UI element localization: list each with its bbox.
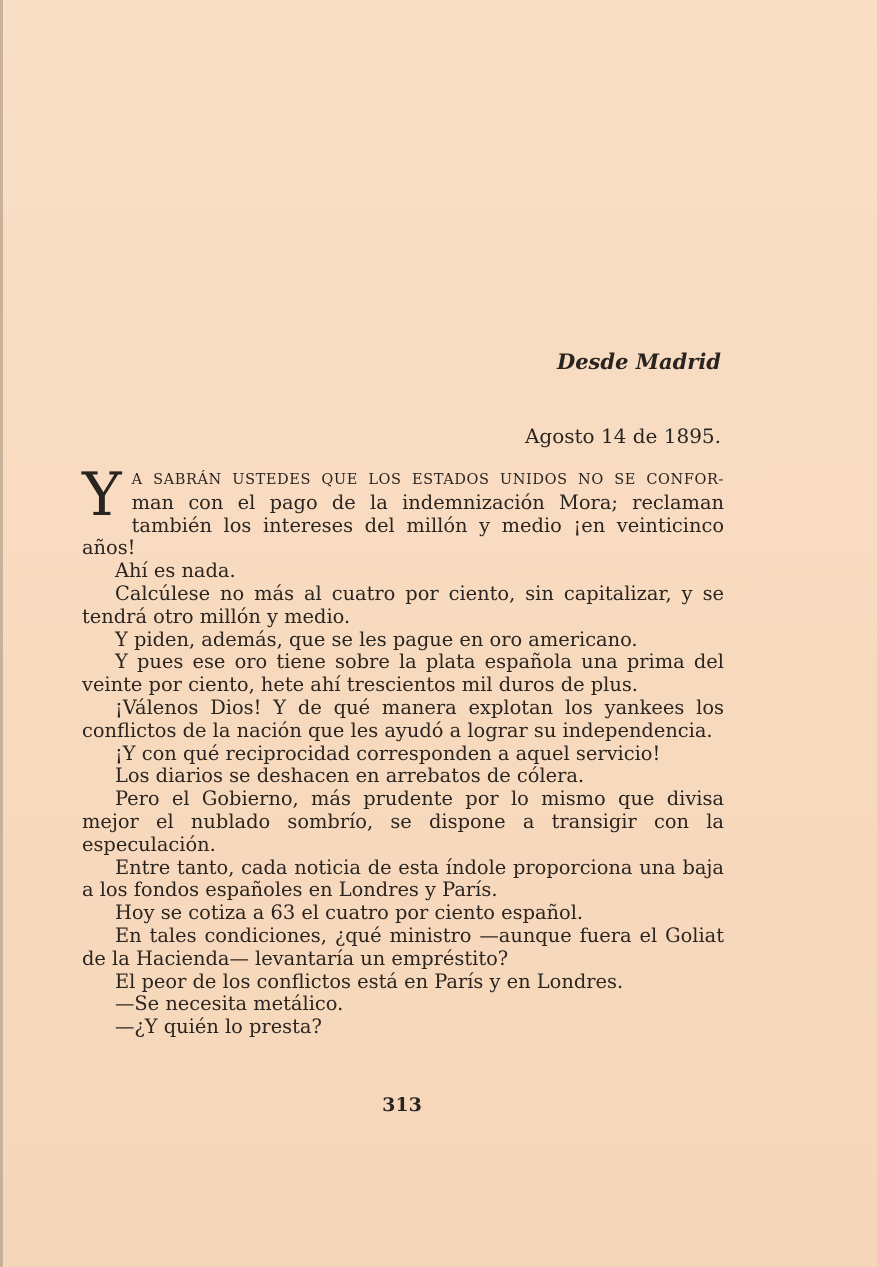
dateline: Agosto 14 de 1895. xyxy=(524,424,721,448)
paragraph: Entre tanto, cada noticia de esta índole proporciona una baja a los fondos españoles en Londres y París. xyxy=(82,855,724,902)
small-caps-lead: A SABRÁN USTEDES QUE LOS ESTADOS UNIDOS NO SE CONFOR- xyxy=(131,472,724,488)
paragraph: Y pues ese oro tiene sobre la plata española una prima del veinte por ciento, hete ahí trescientos mil duros de plus. xyxy=(82,650,724,697)
chapter-heading: Desde Madrid xyxy=(556,349,721,374)
paragraph: Calcúlese no más al cuatro por ciento, sin capitalizar, y se tendrá otro millón y medio. xyxy=(82,581,724,628)
paragraph: —¿Y quién lo presta? xyxy=(115,1015,322,1039)
first-paragraph xyxy=(82,460,724,560)
first-paragraph-rest: man con el pago de la indemnización Mora; reclaman también los intereses del millón y medio ¡en veinticinco años! xyxy=(82,490,724,560)
drop-cap: Y xyxy=(82,460,122,530)
paragraph: Hoy se cotiza a 63 el cuatro por ciento español. xyxy=(115,901,584,925)
paragraph: Los diarios se deshacen en arrebatos de cólera. xyxy=(115,764,585,788)
paragraph: Y piden, además, que se les pague en oro americano. xyxy=(115,627,638,651)
paragraph: ¡Y con qué reciprocidad corresponden a aquel servicio! xyxy=(115,741,661,765)
paragraph: En tales condiciones, ¿qué ministro —aunque fuera el Goliat de la Hacienda— levantaría un empréstito? xyxy=(82,923,724,970)
paragraph: —Se necesita metálico. xyxy=(115,992,344,1016)
paragraph: ¡Válenos Dios! Y de qué manera explotan los yankees los conflictos de la nación que les ayudó a lograr su independencia. xyxy=(82,695,724,742)
paragraph: Ahí es nada. xyxy=(115,559,236,583)
body-text xyxy=(82,460,724,1039)
paragraph: Pero el Gobierno, más prudente por lo mismo que divisa mejor el nublado sombrío, se dispone a transigir con la especulación. xyxy=(82,787,724,856)
paragraph: El peor de los conflictos está en París y en Londres. xyxy=(115,969,624,993)
page-number: 313 xyxy=(382,1094,422,1116)
